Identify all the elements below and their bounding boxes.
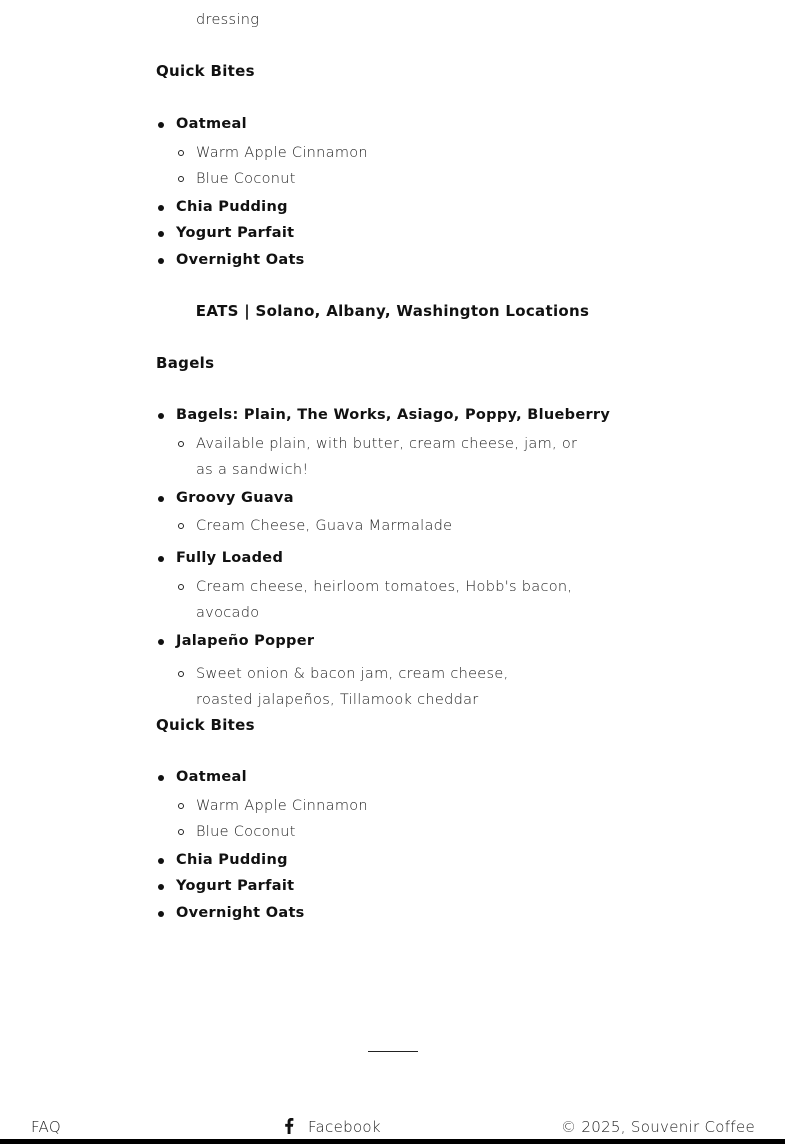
bagels-heading: Bagels bbox=[156, 354, 215, 372]
menu-item-label: Oatmeal bbox=[176, 116, 247, 132]
copyright-text: © 2025, Souvenir Coffee bbox=[561, 1118, 755, 1136]
list-item bbox=[156, 900, 626, 927]
list-item bbox=[156, 545, 626, 626]
list-item bbox=[156, 220, 626, 247]
sub-list bbox=[176, 513, 626, 539]
list-item bbox=[156, 873, 626, 900]
menu-item-label: Chia Pudding bbox=[176, 198, 288, 215]
bottom-bar bbox=[0, 1139, 785, 1144]
facebook-label: Facebook bbox=[308, 1118, 381, 1136]
sub-list-item: Available plain, with butter, cream cheese, jam, or as a sandwich! bbox=[176, 431, 586, 483]
facebook-icon bbox=[284, 1118, 294, 1134]
sub-list-item: Warm Apple Cinnamon bbox=[176, 793, 626, 819]
quick-bites-list bbox=[156, 111, 626, 274]
quick-bites-heading: Quick Bites bbox=[156, 716, 255, 734]
bagels-list bbox=[156, 402, 626, 715]
list-item bbox=[156, 194, 626, 221]
menu-item-label: Fully Loaded bbox=[176, 550, 284, 567]
menu-item-label: Overnight Oats bbox=[176, 252, 305, 269]
footer-divider bbox=[368, 1051, 418, 1052]
sub-list-item: Cream Cheese, Guava Marmalade bbox=[176, 513, 626, 539]
faq-link[interactable]: FAQ bbox=[31, 1118, 61, 1136]
list-item bbox=[156, 847, 626, 874]
menu-item-label: Overnight Oats bbox=[176, 905, 305, 922]
sub-list bbox=[176, 140, 626, 192]
menu-item-label: Chia Pudding bbox=[176, 851, 288, 868]
quick-bites-list bbox=[156, 764, 626, 927]
sub-list-item: Cream cheese, heirloom tomatoes, Hobb's bacon, avocado bbox=[176, 574, 626, 626]
list-item bbox=[156, 628, 626, 713]
list-item bbox=[156, 111, 626, 192]
facebook-link[interactable] bbox=[284, 1117, 381, 1137]
sub-list-item: Warm Apple Cinnamon bbox=[176, 140, 626, 166]
menu-item-label: Oatmeal bbox=[176, 769, 247, 785]
list-item bbox=[156, 247, 626, 274]
quick-bites-heading: Quick Bites bbox=[156, 62, 255, 80]
sub-list-item: Blue Coconut bbox=[176, 819, 626, 845]
menu-item-label: Jalapeño Popper bbox=[176, 633, 315, 650]
sub-list bbox=[176, 793, 626, 845]
sub-list bbox=[176, 574, 626, 626]
menu-item-label: Yogurt Parfait bbox=[176, 225, 295, 242]
list-item bbox=[156, 764, 626, 845]
sub-list-item: Blue Coconut bbox=[176, 166, 626, 192]
menu-item-label: Groovy Guava bbox=[176, 489, 294, 506]
locations-heading: EATS | Solano, Albany, Washington Locations bbox=[195, 302, 590, 320]
menu-item-label: Yogurt Parfait bbox=[176, 878, 295, 895]
menu-item-label: Bagels: Plain, The Works, Asiago, Poppy, Blueberry bbox=[176, 407, 611, 423]
menu-item-description-end: dressing bbox=[196, 12, 260, 28]
list-item bbox=[156, 402, 626, 483]
sub-list bbox=[176, 431, 586, 483]
sub-list bbox=[176, 661, 556, 713]
list-item bbox=[156, 485, 626, 540]
sub-list-item: Sweet onion & bacon jam, cream cheese, roasted jalapeños, Tillamook cheddar bbox=[176, 661, 556, 713]
